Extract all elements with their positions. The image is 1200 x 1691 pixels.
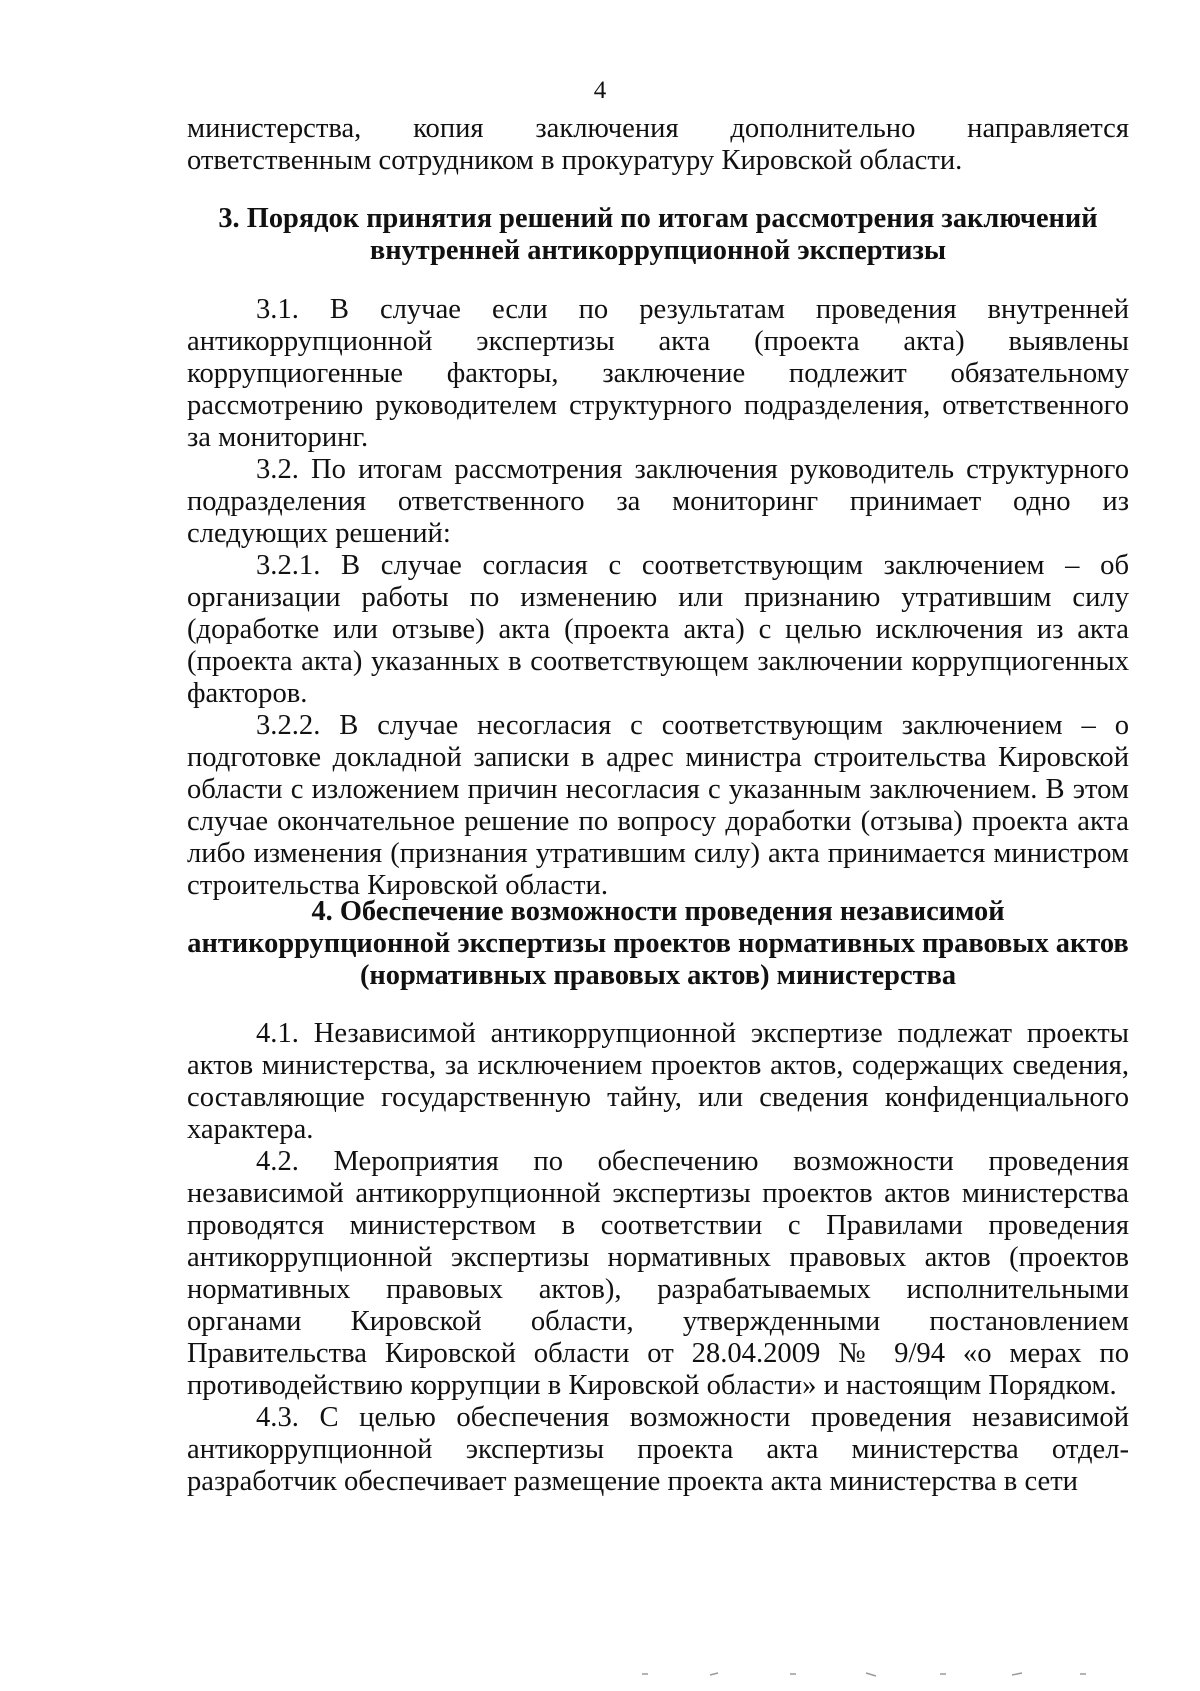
paragraph-3-2-2: 3.2.2. В случае несогласия с соответствующим заключением – о подготовке докладной записки в адрес министра строительства Кировской области с изложением причин несогласия с указанным заключением. В этом случае окончательное решение по вопросу доработки (отзыва) проекта акта либо изменения (признания утратившим силу) акта принимается министром строительства Кировской области. xyxy=(187,710,1129,901)
section-4-heading xyxy=(187,896,1129,992)
section-4-body xyxy=(187,1018,1129,1498)
section-4-heading-line-2: антикоррупционной экспертизы проектов нормативных правовых актов xyxy=(187,928,1129,959)
paragraph-3-2: 3.2. По итогам рассмотрения заключения руководитель структурного подразделения ответственного за мониторинг принимает одно из следующих решений: xyxy=(187,454,1129,549)
paragraph-4-2: 4.2. Мероприятия по обеспечению возможности проведения независимой антикоррупционной экспертизы проектов актов министерства проводятся министерством в соответствии с Правилами проведения антикоррупционной экспертизы нормативных правовых актов (проектов нормативных правовых актов), разрабатываемых исполнительными органами Кировской области, утвержденными постановлением Правительства Кировской области от 28.04.2009 № 9/94 «о мерах по противодействию коррупции в Кировской области» и настоящим Порядком. xyxy=(187,1146,1129,1401)
paragraph-3-2-1: 3.2.1. В случае согласия с соответствующим заключением – об организации работы по изменению или признанию утратившим силу (доработке или отзыве) акта (проекта акта) с целью исключения из акта (проекта акта) указанных в соответствующем заключении коррупциогенных факторов. xyxy=(187,550,1129,709)
paragraph-3-1: 3.1. В случае если по результатам проведения внутренней антикоррупционной экспертизы акта (проекта акта) выявлены коррупциогенные факторы, заключение подлежит обязательному рассмотрению руководителем структурного подразделения, ответственного за мониторинг. xyxy=(187,294,1129,453)
section-3-body xyxy=(187,294,1129,902)
section-3-heading xyxy=(187,203,1129,267)
continuation-block xyxy=(187,113,1129,177)
section-3-heading-line-2: внутренней антикоррупционной экспертизы xyxy=(369,235,947,266)
scan-artifact-marks xyxy=(640,1668,1120,1682)
section-3-heading-line-1: 3. Порядок принятия решений по итогам рассмотрения заключений xyxy=(218,203,1098,234)
section-4-heading-line-3: (нормативных правовых актов) министерства xyxy=(359,960,957,991)
continuation-paragraph: министерства, копия заключения дополнительно направляется ответственным сотрудником в прокуратуру Кировской области. xyxy=(187,113,1129,176)
section-4-heading-line-1: 4. Обеспечение возможности проведения независимой xyxy=(311,896,1005,927)
paragraph-4-1: 4.1. Независимой антикоррупционной экспертизе подлежат проекты актов министерства, за исключением проектов актов, содержащих сведения, составляющие государственную тайну, или сведения конфиденциального характера. xyxy=(187,1018,1129,1145)
page-number: 4 xyxy=(593,77,607,104)
paragraph-4-3: 4.3. С целью обеспечения возможности проведения независимой антикоррупционной экспертизы проекта акта министерства отдел-разработчик обеспечивает размещение проекта акта министерства в сети xyxy=(187,1402,1129,1497)
